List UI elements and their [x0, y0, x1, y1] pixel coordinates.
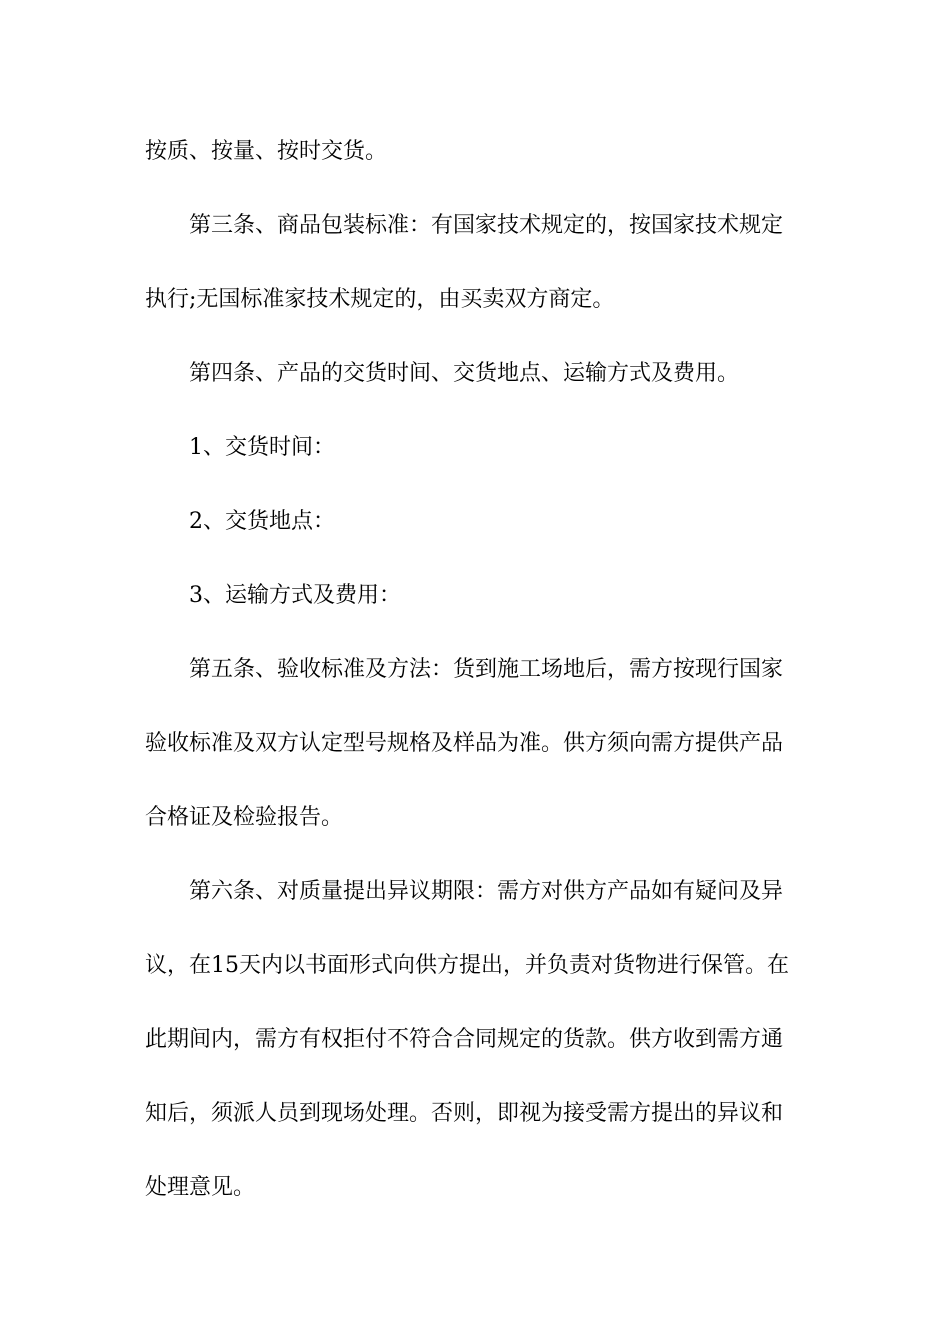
article-3-line-2: 执行;无国标准家技术规定的，由买卖双方商定。	[145, 287, 615, 312]
article-6-line-4: 知后，须派人员到现场处理。否则，即视为接受需方提出的异议和	[145, 1101, 784, 1126]
delivery-time-item: 1、交货时间：	[189, 435, 335, 460]
article-6-line-3: 此期间内，需方有权拒付不符合合同规定的货款。供方收到需方通	[145, 1027, 784, 1052]
article-5-line-1: 第五条、验收标准及方法：货到施工场地后，需方按现行国家	[189, 657, 784, 682]
transport-item: 3、运输方式及费用：	[189, 583, 401, 608]
delivery-place-item: 2、交货地点：	[189, 509, 335, 534]
article-5-line-2: 验收标准及双方认定型号规格及样品为准。供方须向需方提供产品	[145, 731, 784, 756]
text-line-1: 按质、按量、按时交货。	[145, 139, 388, 164]
article-6-line-5: 处理意见。	[145, 1175, 256, 1200]
article-6-line-2: 议，在15天内以书面形式向供方提出，并负责对货物进行保管。在	[145, 953, 789, 978]
article-6-line-1: 第六条、对质量提出异议期限：需方对供方产品如有疑问及异	[189, 879, 784, 904]
article-4-heading: 第四条、产品的交货时间、交货地点、运输方式及费用。	[189, 361, 740, 386]
article-3-line-1: 第三条、商品包装标准：有国家技术规定的，按国家技术规定	[189, 213, 784, 238]
article-5-line-3: 合格证及检验报告。	[145, 805, 344, 830]
